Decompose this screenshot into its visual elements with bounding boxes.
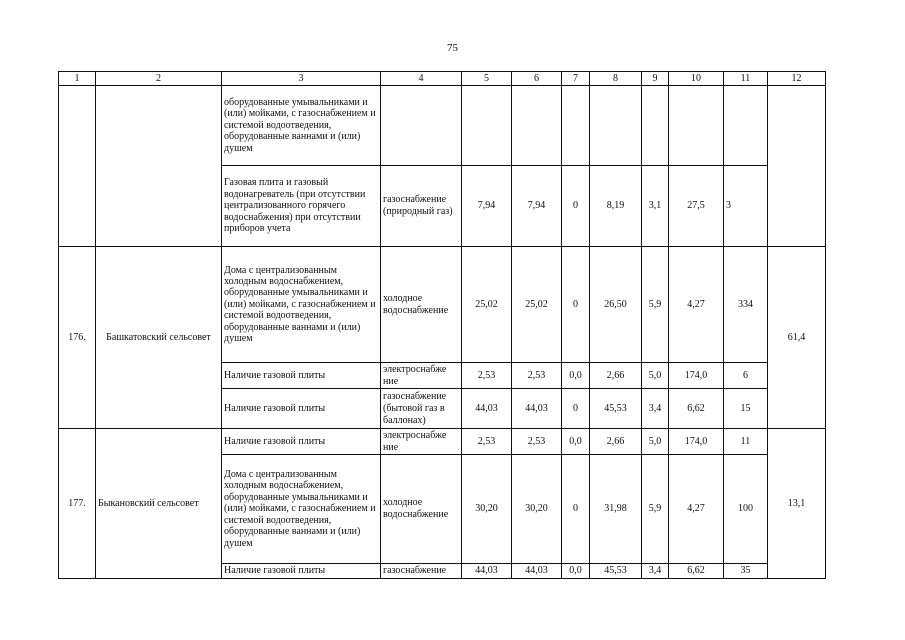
service-type: электроснабже ние [381,363,462,389]
value-cell: 44,03 [462,389,512,429]
value-cell: 3,4 [642,389,669,429]
value-cell: 5,0 [642,363,669,389]
value-cell: 7,94 [512,166,562,247]
header-cell: 7 [562,72,590,86]
header-cell: 1 [59,72,96,86]
housing-description: Наличие газовой плиты [222,389,381,429]
value-cell: 15 [724,389,768,429]
value-cell: 44,03 [462,564,512,579]
header-cell: 3 [222,72,381,86]
value-cell [462,86,512,166]
settlement-name: Быкановский сельсовет [96,429,222,579]
settlement-total: 13,1 [768,429,826,579]
value-cell: 5,9 [642,247,669,363]
value-cell: 5,0 [642,429,669,455]
housing-description: Наличие газовой плиты [222,429,381,455]
value-cell: 25,02 [512,247,562,363]
service-type: газоснабжение [381,564,462,579]
value-cell: 31,98 [590,455,642,564]
value-cell: 7,94 [462,166,512,247]
header-cell: 2 [96,72,222,86]
value-cell: 45,53 [590,389,642,429]
value-cell: 11 [724,429,768,455]
value-cell: 5,9 [642,455,669,564]
value-cell: 2,66 [590,429,642,455]
value-cell: 44,03 [512,389,562,429]
value-cell: 0 [562,247,590,363]
page-number: 75 [447,42,458,54]
header-cell: 4 [381,72,462,86]
value-cell: 0,0 [562,429,590,455]
tariff-table [58,71,826,579]
service-type: холодное водоснабжение [381,455,462,564]
value-cell: 35 [724,564,768,579]
value-cell: 26,50 [590,247,642,363]
table-row [59,429,826,455]
value-cell: 2,66 [590,363,642,389]
value-cell: 100 [724,455,768,564]
header-cell: 9 [642,72,669,86]
value-cell: 2,53 [512,429,562,455]
housing-description: Дома с централизованным холодным водоснабжением, оборудованные умывальниками и (или) мойками, с газоснабжением и системой водоотведения, оборудованные ваннами и (или) душем [222,455,381,564]
value-cell [512,86,562,166]
value-cell: 0,0 [562,564,590,579]
value-cell: 3,4 [642,564,669,579]
table-row [59,86,826,166]
value-cell: 6,62 [669,389,724,429]
service-type: электроснабже ние [381,429,462,455]
housing-description: Наличие газовой плиты [222,564,381,579]
housing-description: Дома с централизованным холодным водоснабжением, оборудованные умывальниками и (или) мойками, с газоснабжением и системой водоотведения, оборудованные ваннами и (или) душем [222,247,381,363]
value-cell: 174,0 [669,363,724,389]
service-cell [381,86,462,166]
value-cell [642,86,669,166]
header-cell: 12 [768,72,826,86]
value-cell [724,86,768,166]
value-cell: 6 [724,363,768,389]
value-cell: 3,1 [642,166,669,247]
value-cell: 6,62 [669,564,724,579]
value-cell: 25,02 [462,247,512,363]
value-cell: 0 [562,389,590,429]
settlement-name-cell [96,86,222,247]
settlement-number: 176. [59,247,96,429]
value-cell: 3 [724,166,768,247]
value-cell: 0,0 [562,363,590,389]
header-cell: 6 [512,72,562,86]
value-cell: 2,53 [462,429,512,455]
value-cell: 4,27 [669,247,724,363]
value-cell: 8,19 [590,166,642,247]
value-cell: 0 [562,455,590,564]
value-cell: 4,27 [669,455,724,564]
value-cell: 44,03 [512,564,562,579]
value-cell [590,86,642,166]
service-type: холодное водоснабжение [381,247,462,363]
header-cell: 11 [724,72,768,86]
value-cell: 30,20 [462,455,512,564]
value-cell: 30,20 [512,455,562,564]
value-cell: 2,53 [462,363,512,389]
settlement-total: 61,4 [768,247,826,429]
header-row [59,72,826,86]
service-type: газоснабжение (бытовой газ в баллонах) [381,389,462,429]
settlement-name: Башкатовский сельсовет [96,247,222,429]
housing-description: Газовая плита и газовый водонагреватель (при отсутствии централизованного горячего водоснабжения) при отсутствии приборов учета [222,166,381,247]
table-row [59,247,826,363]
value-cell: 174,0 [669,429,724,455]
header-cell: 10 [669,72,724,86]
total-cell [768,86,826,247]
value-cell [562,86,590,166]
settlement-number: 177. [59,429,96,579]
value-cell: 27,5 [669,166,724,247]
header-cell: 8 [590,72,642,86]
value-cell: 0 [562,166,590,247]
value-cell: 2,53 [512,363,562,389]
value-cell [669,86,724,166]
value-cell: 45,53 [590,564,642,579]
header-cell: 5 [462,72,512,86]
housing-description: Наличие газовой плиты [222,363,381,389]
value-cell: 334 [724,247,768,363]
service-type: газоснабжение (природный газ) [381,166,462,247]
housing-description: оборудованные умывальниками и (или) мойками, с газоснабжением и системой водоотведения, оборудованные ваннами и (или) душем [222,86,381,166]
settlement-number-cell [59,86,96,247]
